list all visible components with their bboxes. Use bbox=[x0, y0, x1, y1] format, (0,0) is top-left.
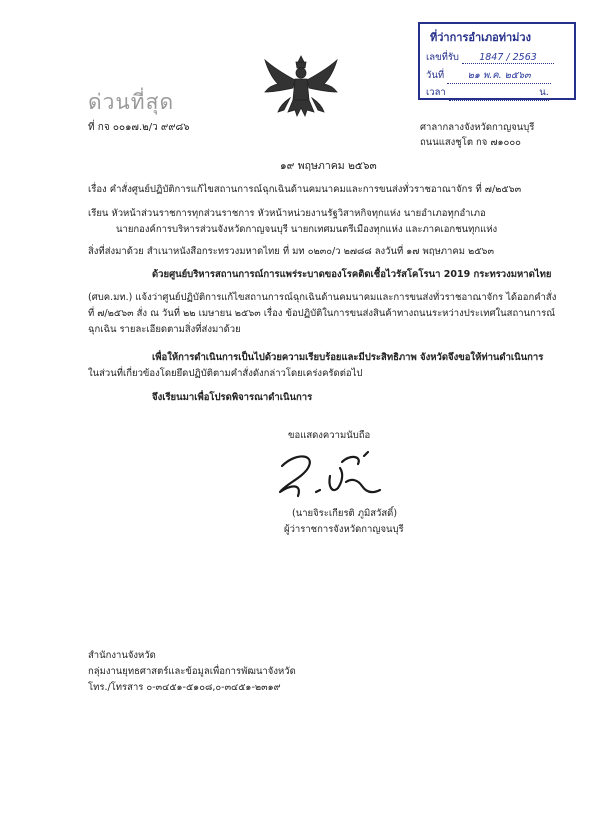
stamp-time-row bbox=[426, 85, 549, 101]
subject-line: เรื่อง คำสั่งศูนย์ปฏิบัติการแก้ไขสถานการณ์ฉุกเฉินด้านคมนาคมและการขนส่งทั่วราชอาณาจักร ที่ ๗/๒๕๖๓ bbox=[88, 184, 522, 195]
footer-phone: โทร./โทรสาร ๐-๓๔๕๑-๕๑๐๘,๐-๓๔๕๑-๒๓๑๙ bbox=[88, 682, 281, 693]
stamp-receipt-row bbox=[426, 50, 554, 65]
receipt-stamp bbox=[418, 22, 576, 100]
stamp-time-value: น. bbox=[449, 85, 549, 101]
stamp-office: ที่ว่าการอำเภอท่าม่วง bbox=[430, 31, 531, 44]
recipient-line-2: นายกองค์การบริหารส่วนจังหวัดกาญจนบุรี นายกเทศมนตรีเมืองทุกแห่ง และภาคเอกชนทุกแห่ง bbox=[116, 224, 498, 235]
handwritten-signature bbox=[268, 448, 396, 504]
signatory-position: ผู้ว่าราชการจังหวัดกาญจนบุรี bbox=[284, 524, 404, 535]
stamp-date-label: วันที่ bbox=[426, 70, 445, 81]
stamp-receipt-label: เลขที่รับ bbox=[426, 52, 459, 63]
enclosure-line: สิ่งที่ส่งมาด้วย สำเนาหนังสือกระทรวงมหาดไทย ที่ มท ๐๒๓๐/ว ๒๗๘๘ ลงวันที่ ๑๗ พฤษภาคม ๒๕๖๓ bbox=[88, 246, 494, 257]
closing-request: จึงเรียนมาเพื่อโปรดพิจารณาดำเนินการ bbox=[152, 392, 313, 403]
letter-date: ๑๙ พฤษภาคม ๒๕๖๓ bbox=[280, 160, 377, 172]
garuda-emblem-icon bbox=[262, 52, 340, 122]
agency-address: ถนนแสงชูโต กจ ๗๑๐๐๐ bbox=[420, 137, 521, 148]
urgency-mark: ด่วนที่สุด bbox=[88, 90, 175, 114]
paragraph-1-line-4: ฉุกเฉิน รายละเอียดตามสิ่งที่ส่งมาด้วย bbox=[88, 324, 241, 335]
agency-name: ศาลากลางจังหวัดกาญจนบุรี bbox=[420, 122, 535, 133]
paragraph-1-line-2: (ศบค.มท.) แจ้งว่าศูนย์ปฏิบัติการแก้ไขสถานการณ์ฉุกเฉินด้านคมนาคมและการขนส่งทั่วราชอาณาจักร ได้ออกคำสั่ง bbox=[88, 292, 557, 303]
signatory-name: (นายจิระเกียรติ ภูมิสวัสดิ์) bbox=[292, 508, 398, 519]
closing-salutation: ขอแสดงความนับถือ bbox=[288, 430, 371, 441]
footer-group: กลุ่มงานยุทธศาสตร์และข้อมูลเพื่อการพัฒนาจังหวัด bbox=[88, 666, 296, 677]
paragraph-2-line-2: ในส่วนที่เกี่ยวข้องโดยยึดปฏิบัติตามคำสั่งดังกล่าวโดยเคร่งครัดต่อไป bbox=[88, 368, 363, 379]
footer-office: สำนักงานจังหวัด bbox=[88, 650, 156, 661]
stamp-date-value: ๒๑ พ.ค. ๒๕๖๓ bbox=[447, 68, 551, 84]
stamp-time-label: เวลา bbox=[426, 87, 446, 98]
recipient-line-1: เรียน หัวหน้าส่วนราชการทุกส่วนราชการ หัวหน้าหน่วยงานรัฐวิสาหกิจทุกแห่ง นายอำเภอทุกอำเภอ bbox=[88, 208, 486, 219]
paragraph-1-line-3: ที่ ๗/๒๕๖๓ สั่ง ณ วันที่ ๒๒ เมษายน ๒๕๖๓ เรื่อง ข้อปฏิบัติในการขนส่งสินค้าทางถนนระหว่างประเทศในสถานการณ์ bbox=[88, 308, 556, 319]
stamp-receipt-value: 1847 / 2563 bbox=[462, 52, 554, 64]
paragraph-2-line-1: เพื่อให้การดำเนินการเป็นไปด้วยความเรียบร้อยและมีประสิทธิภาพ จังหวัดจึงขอให้ท่านดำเนินการ bbox=[152, 352, 544, 363]
paragraph-1-line-1: ด้วยศูนย์บริหารสถานการณ์การแพร่ระบาดของโรคติดเชื้อไวรัสโคโรนา 2019 กระทรวงมหาดไทย bbox=[152, 269, 552, 280]
document-number: ที่ กจ ๐๐๑๗.๒/ว ๙๙๘๖ bbox=[88, 122, 190, 133]
stamp-date-row bbox=[426, 68, 551, 84]
